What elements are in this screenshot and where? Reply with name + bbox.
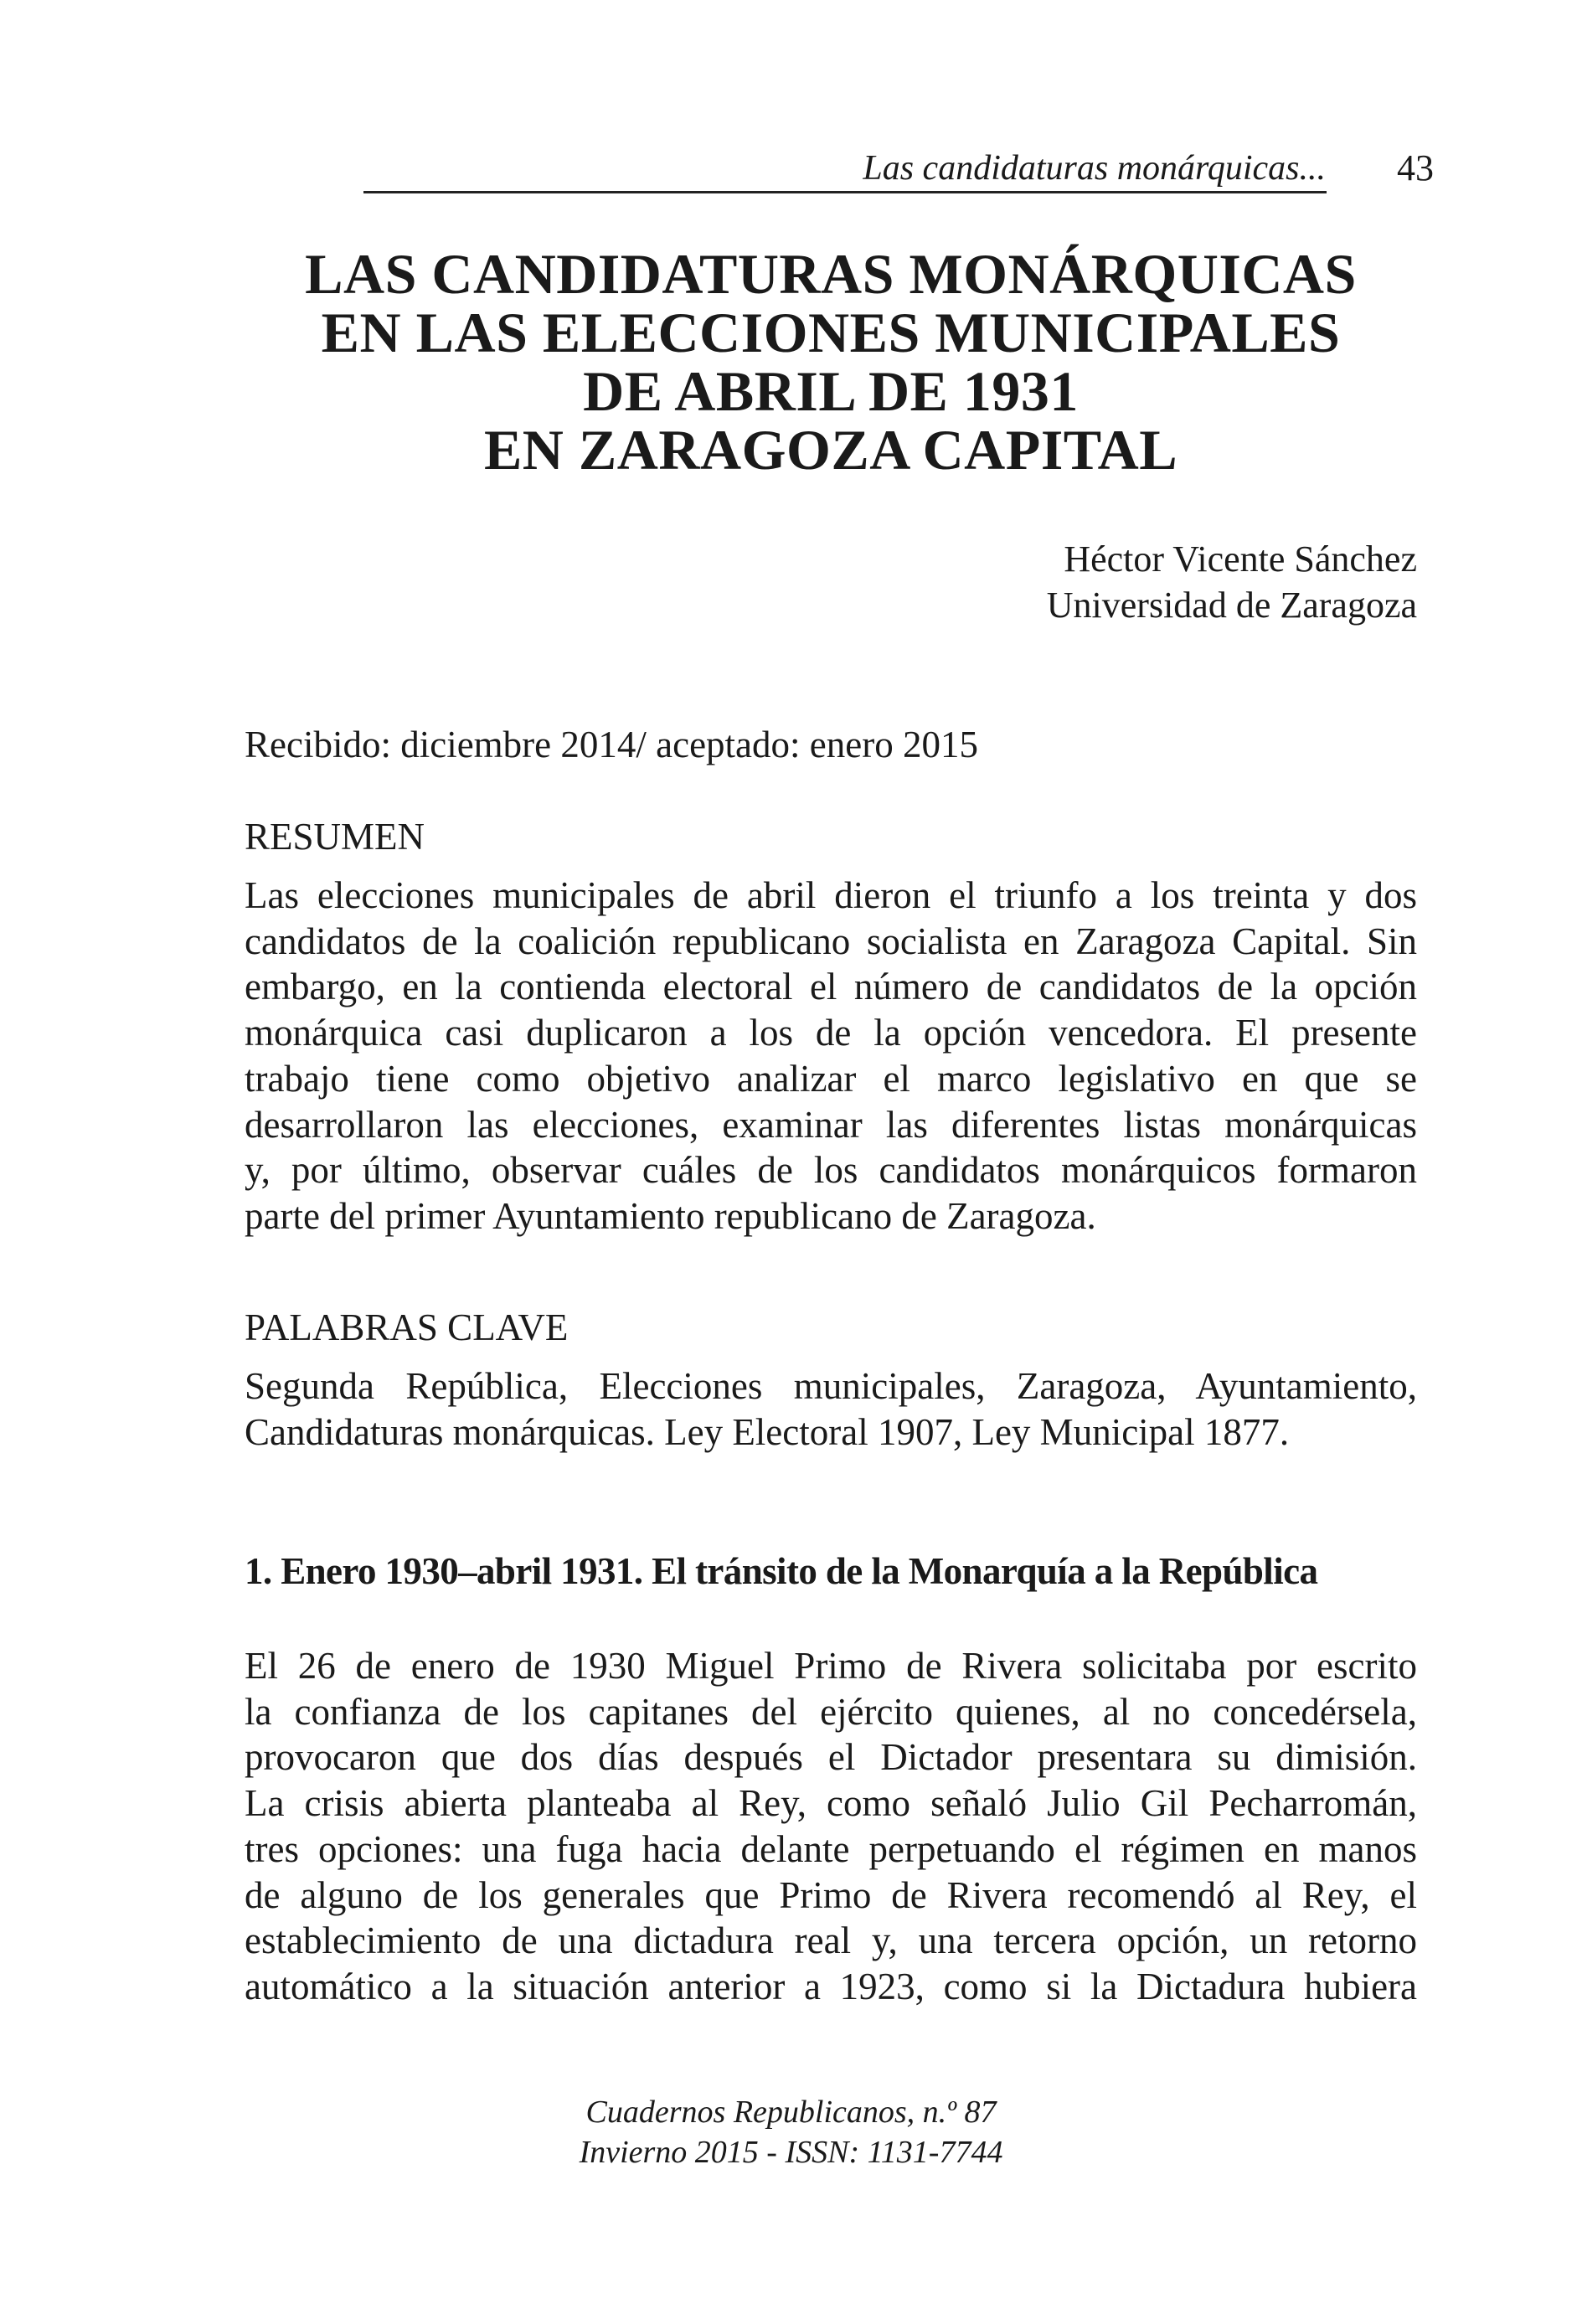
abstract-label: RESUMEN — [245, 816, 425, 858]
footer-issue: Invierno 2015 - ISSN: 1131-7744 — [579, 2135, 1003, 2170]
abstract-line: embargo, en la contienda electoral el número de candidatos de la opción — [245, 966, 1417, 1008]
abstract-line: y, por último, observar cuáles de los candidatos monárquicos formaron — [245, 1149, 1417, 1192]
running-header-title: Las candidaturas monárquicas... — [863, 149, 1326, 188]
received-dates: Recibido: diciembre 2014/ aceptado: enero 2015 — [245, 724, 978, 765]
body-line: El 26 de enero de 1930 Miguel Primo de Rivera solicitaba por escrito — [245, 1645, 1417, 1687]
body-line: automático a la situación anterior a 1923, como si la Dictadura hubiera — [245, 1965, 1417, 2007]
page-number: 43 — [1397, 147, 1434, 188]
keywords-line: Segunda República, Elecciones municipales, Zaragoza, Ayuntamiento, — [245, 1365, 1417, 1407]
abstract-line: trabajo tiene como objetivo analizar el marco legislativo en que se — [245, 1057, 1417, 1100]
section-body — [245, 1643, 1417, 2010]
body-line: tres opciones: una fuga hacia delante perpetuando el régimen en manos — [245, 1827, 1417, 1870]
body-line: La crisis abierta planteaba al Rey, como señaló Julio Gil Pecharromán, — [245, 1782, 1417, 1825]
abstract-line: parte del primer Ayuntamiento republicano de Zaragoza. — [245, 1194, 1096, 1237]
title-line: EN ZARAGOZA CAPITAL — [483, 418, 1178, 482]
keywords-line: Candidaturas monárquicas. Ley Electoral 1907, Ley Municipal 1877. — [245, 1410, 1290, 1453]
body-line: provocaron que dos días después el Dictador presentara su dimisión. — [245, 1736, 1417, 1779]
title-line: EN LAS ELECCIONES MUNICIPALES — [321, 301, 1341, 364]
keywords-label: PALABRAS CLAVE — [245, 1306, 569, 1348]
abstract-line: Las elecciones municipales de abril dieron el triunfo a los treinta y dos — [245, 874, 1417, 916]
author-name: Héctor Vicente Sánchez — [1064, 538, 1417, 580]
title-line: DE ABRIL DE 1931 — [583, 359, 1079, 423]
page-footer — [0, 2092, 1582, 2172]
title-line: LAS CANDIDATURAS MONÁRQUICAS — [305, 242, 1357, 306]
abstract-line: desarrollaron las elecciones, examinar las diferentes listas monárquicas — [245, 1103, 1417, 1146]
author-block — [754, 536, 1417, 628]
keywords-body — [245, 1363, 1417, 1455]
footer-journal: Cuadernos Republicanos, n.º 87 — [585, 2095, 997, 2130]
article-title — [245, 242, 1417, 482]
body-line: la confianza de los capitanes del ejército quienes, al no concedérsela, — [245, 1690, 1417, 1733]
body-line: de alguno de los generales que Primo de Rivera recomendó al Rey, el — [245, 1873, 1417, 1916]
abstract-line: monárquica casi duplicaron a los de la opción vencedora. El presente — [245, 1012, 1417, 1054]
body-line: establecimiento de una dictadura real y, una tercera opción, un retorno — [245, 1919, 1417, 1962]
abstract-line: candidatos de la coalición republicano socialista en Zaragoza Capital. Sin — [245, 920, 1417, 962]
abstract-body — [245, 873, 1417, 1239]
section-heading: 1. Enero 1930–abril 1931. El tránsito de la Monarquía a la República — [245, 1550, 1318, 1592]
author-affiliation: Universidad de Zaragoza — [1046, 585, 1417, 626]
header-rule — [363, 191, 1327, 193]
